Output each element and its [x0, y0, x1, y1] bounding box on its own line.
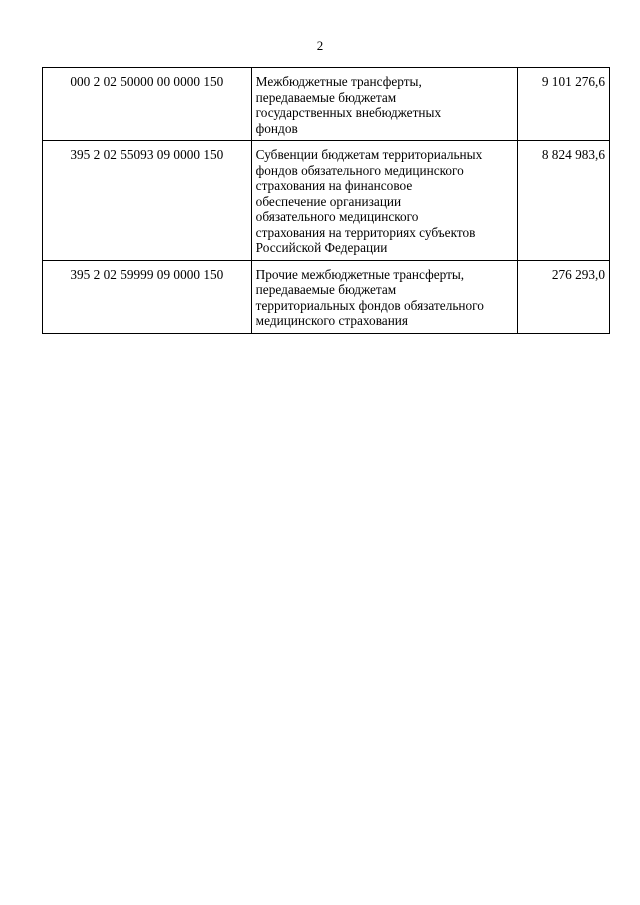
description-text: Субвенции бюджетам территориальных фондов обязательного медицинского страхования на финансовое обеспечение организации обязательного медицинского страхования на территориях субъектов Российской Федерации: [255, 147, 483, 255]
budget-code-cell: 395 2 02 55093 09 0000 150: [43, 141, 252, 261]
description-text: Межбюджетные трансферты, передаваемые бюджетам государственных внебюджетных фондов: [255, 74, 442, 136]
amount-cell: 8 824 983,6: [518, 141, 610, 261]
budget-table: [42, 67, 610, 334]
table-row: [43, 68, 610, 141]
description-text: Прочие межбюджетные трансферты, передаваемые бюджетам территориальных фондов обязательного медицинского страхования: [255, 266, 484, 328]
table-row: [43, 260, 610, 333]
description-cell: [251, 260, 518, 333]
budget-code-cell: 000 2 02 50000 00 0000 150: [43, 68, 252, 141]
description-cell: [251, 141, 518, 261]
description-cell: [251, 68, 518, 141]
page-number: 2: [316, 38, 324, 53]
budget-table-body: [43, 68, 610, 334]
budget-code-cell: 395 2 02 59999 09 0000 150: [43, 260, 252, 333]
amount-cell: 9 101 276,6: [518, 68, 610, 141]
table-row: [43, 141, 610, 261]
amount-cell: 276 293,0: [518, 260, 610, 333]
